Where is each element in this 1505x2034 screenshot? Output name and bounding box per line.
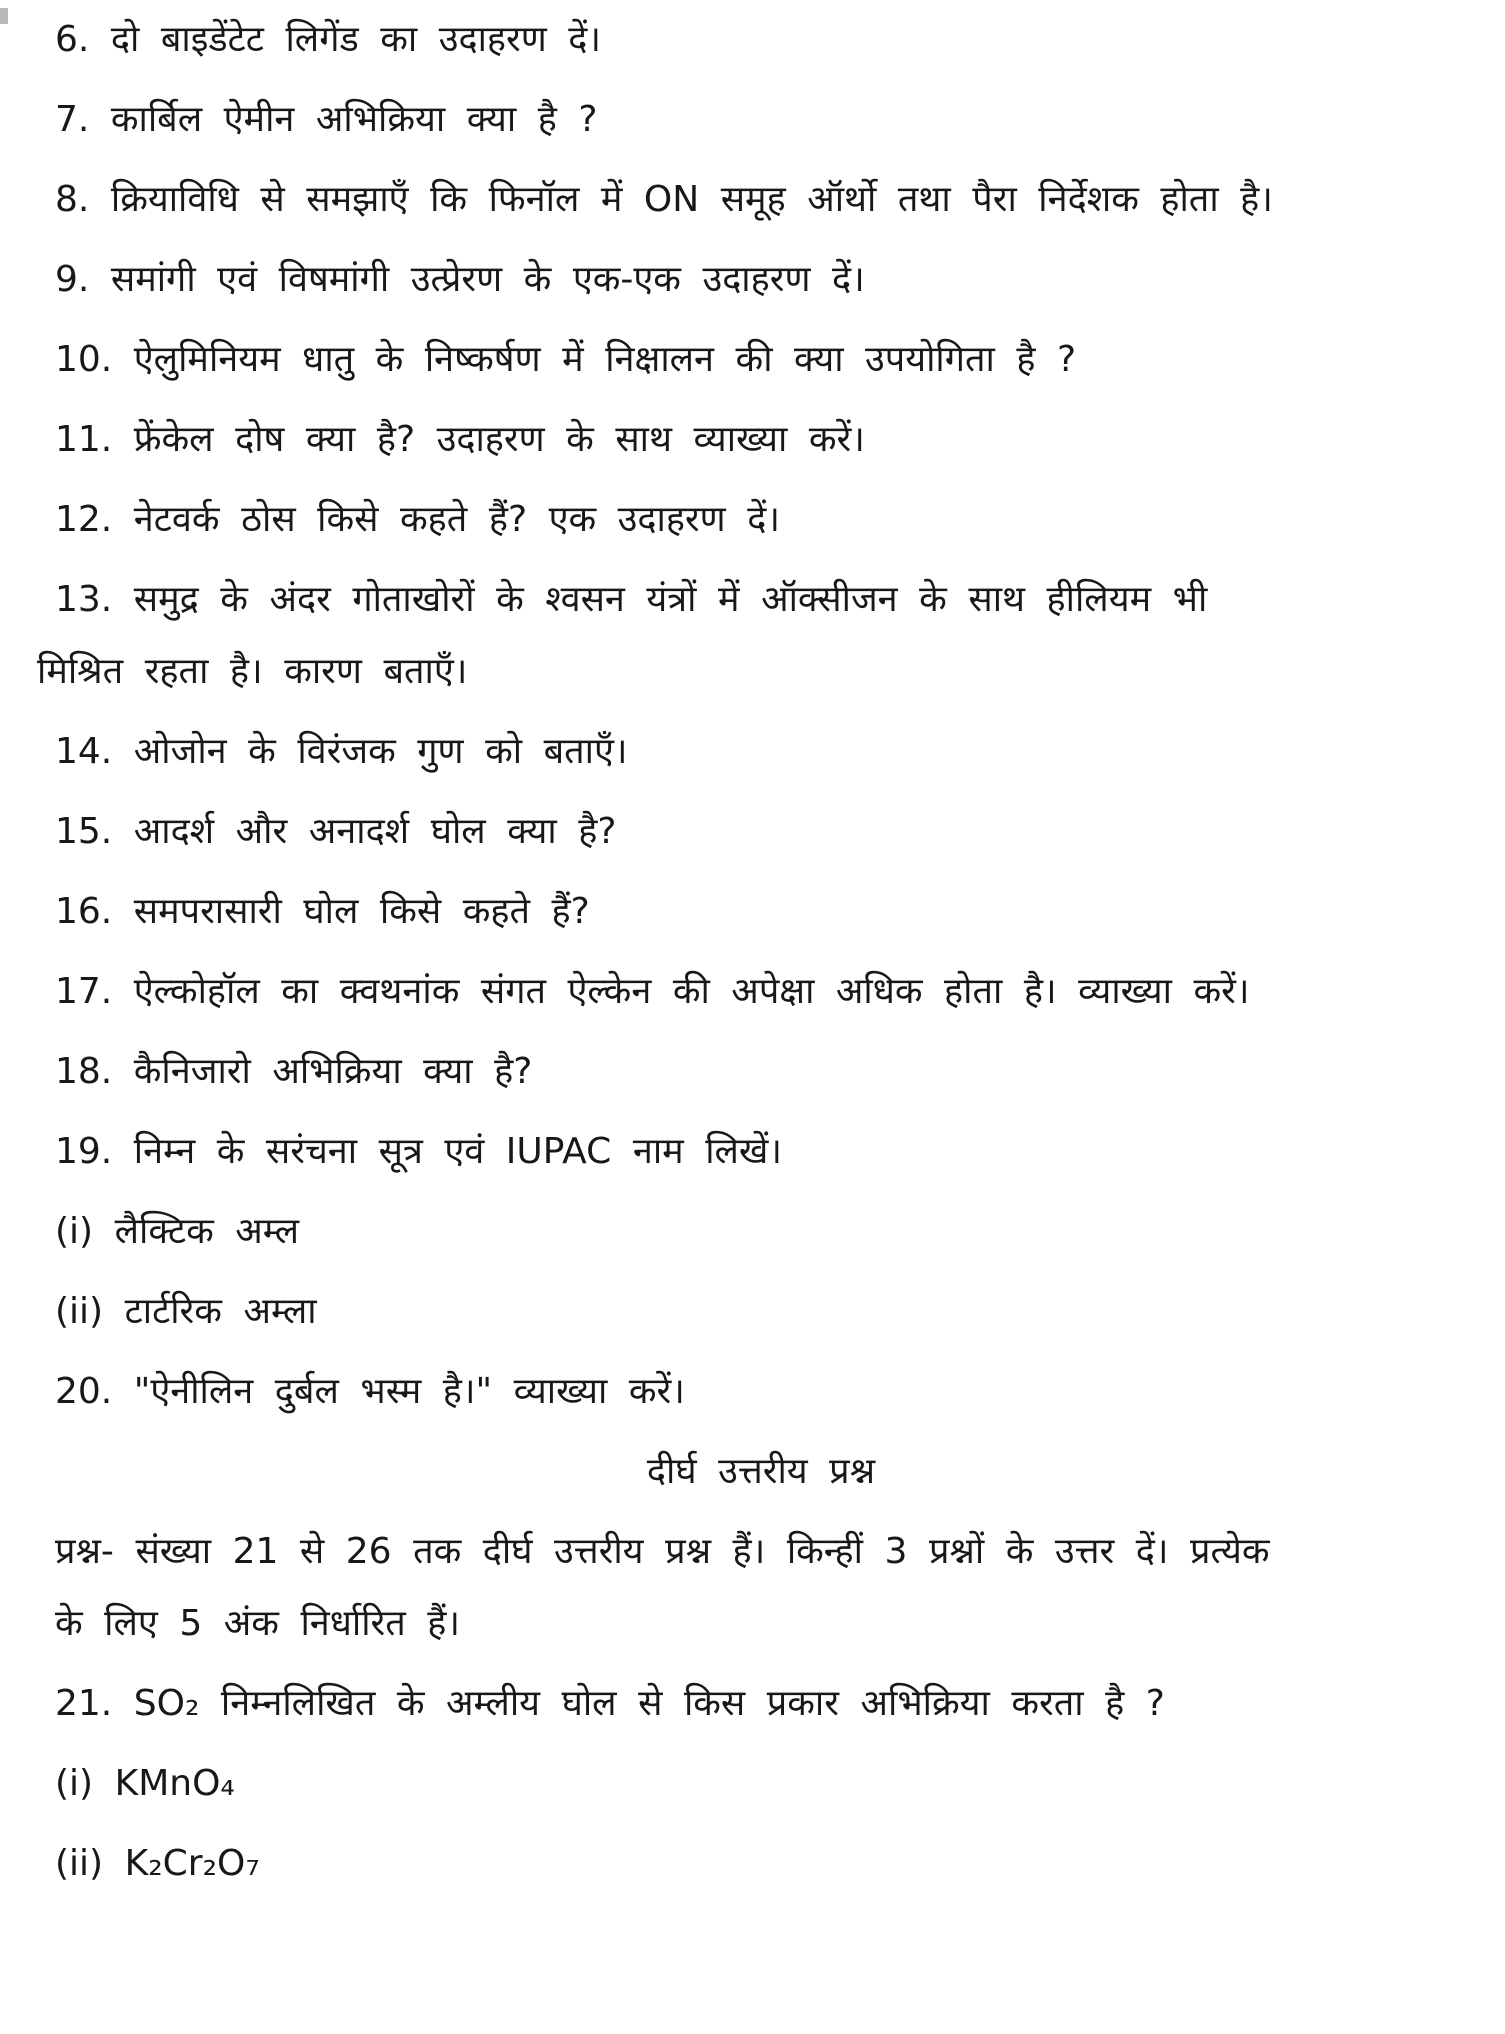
question-19: 19. निम्न के सरंचना सूत्र एवं IUPAC नाम लिखें।: [55, 1131, 783, 1172]
question-6: 6. दो बाइडेंटेट लिगेंड का उदाहरण दें।: [55, 19, 602, 60]
question-19-sub-item-i: (i) लैक्टिक अम्ल: [55, 1211, 300, 1252]
question-15: 15. आदर्श और अनादर्श घोल क्या है?: [55, 811, 617, 852]
question-21-sub-item-i: (i) KMnO₄: [55, 1763, 235, 1804]
question-17: 17. ऐल्कोहॉल का क्वथनांक संगत ऐल्केन की अपेक्षा अधिक होता है। व्याख्या करें।: [55, 971, 1250, 1012]
question-19-sub-item-ii: (ii) टार्टरिक अम्ला: [55, 1291, 317, 1332]
question-8: 8. क्रियाविधि से समझाएँ कि फिनॉल में ON समूह ऑर्थो तथा पैरा निर्देशक होता है।: [55, 179, 1273, 220]
section-instructions: [55, 1516, 1467, 1660]
question-13: [37, 564, 1467, 708]
question-13-line-2: मिश्रित रहता है। कारण बताएँ।: [37, 651, 468, 692]
question-12: 12. नेटवर्क ठोस किसे कहते हैं? एक उदाहरण दें।: [55, 499, 780, 540]
question-21: 21. SO₂ निम्नलिखित के अम्लीय घोल से किस प्रकार अभिक्रिया करता है ?: [55, 1683, 1165, 1724]
question-7: 7. कार्बिल ऐमीन अभिक्रिया क्या है ?: [55, 99, 598, 140]
question-20: 20. "ऐनीलिन दुर्बल भस्म है।" व्याख्या करें।: [55, 1371, 685, 1412]
instructions-line-2: के लिए 5 अंक निर्धारित हैं।: [55, 1603, 461, 1644]
question-21-sub-item-ii: (ii) K₂Cr₂O₇: [55, 1843, 260, 1884]
section-heading: दीर्घ उत्तरीय प्रश्न: [646, 1451, 876, 1492]
question-11: 11. फ्रेंकेल दोष क्या है? उदाहरण के साथ व्याख्या करें।: [55, 419, 865, 460]
scan-artifact: [0, 8, 8, 24]
instructions-line-1: प्रश्न- संख्या 21 से 26 तक दीर्घ उत्तरीय प्रश्न हैं। किन्हीं 3 प्रश्नों के उत्तर दें। प्रत्येक: [55, 1531, 1270, 1572]
question-18: 18. कैनिजारो अभिक्रिया क्या है?: [55, 1051, 533, 1092]
question-14: 14. ओजोन के विरंजक गुण को बताएँ।: [55, 731, 628, 772]
question-9: 9. समांगी एवं विषमांगी उत्प्रेरण के एक-एक उदाहरण दें।: [55, 259, 865, 300]
question-16: 16. समपरासारी घोल किसे कहते हैं?: [55, 891, 590, 932]
question-13-line-1: 13. समुद्र के अंदर गोताखोरों के श्वसन यंत्रों में ऑक्सीजन के साथ हीलियम भी: [55, 579, 1208, 620]
question-10: 10. ऐलुमिनियम धातु के निष्कर्षण में निक्षालन की क्या उपयोगिता है ?: [55, 339, 1077, 380]
